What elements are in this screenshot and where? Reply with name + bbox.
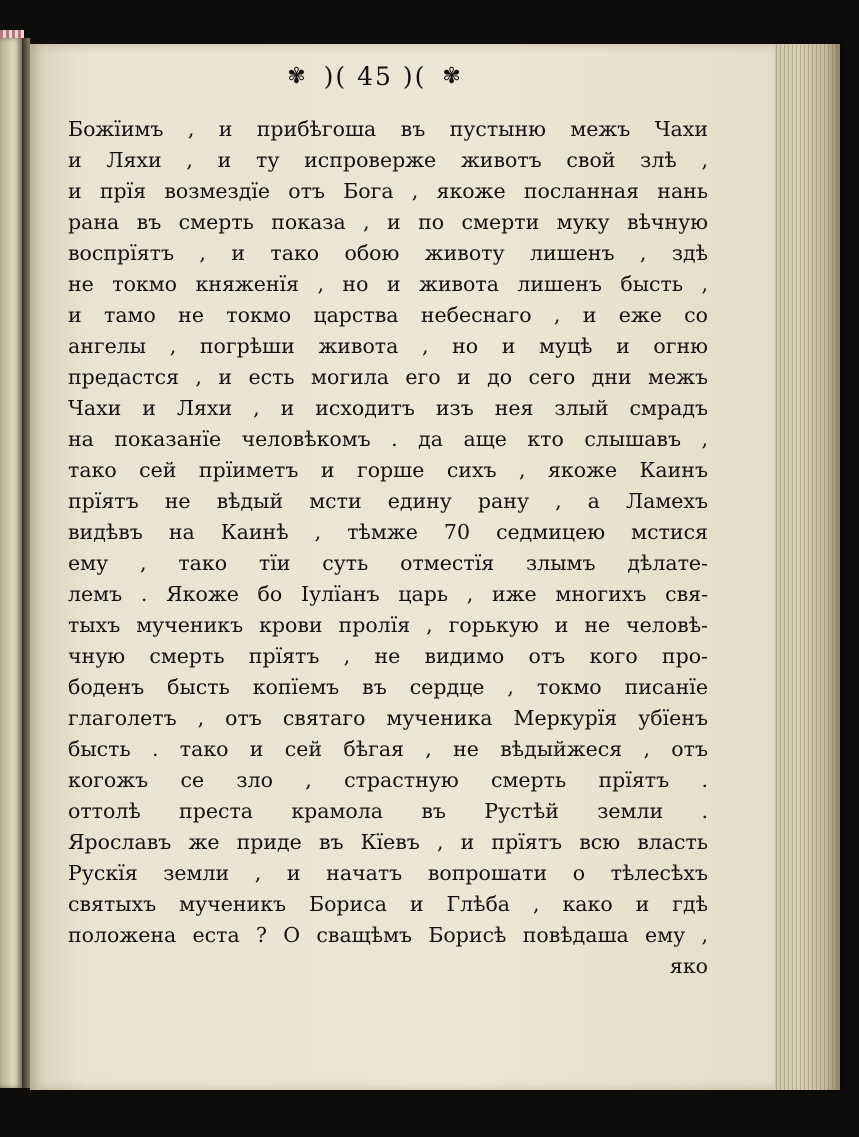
text-line: Чахи и Ляхи , и исходитъ изъ нея злый смрадъ (68, 396, 708, 420)
facing-page-edge (0, 38, 22, 1088)
text-line: тако сей прїиметъ и горше сихъ , якоже Каинъ (68, 458, 708, 482)
body-text (68, 114, 708, 982)
text-line: Рускїя земли , и начатъ вопрошати о тѣлесѣхъ (68, 861, 708, 885)
text-line: и Ляхи , и ту испроверже животъ свой злѣ , (68, 148, 708, 172)
page-number: 45 (357, 62, 393, 91)
page-fore-edge (772, 44, 840, 1090)
text-line: предастся , и есть могила его и до сего дни межъ (68, 365, 708, 389)
text-line: ему , тако тїи суть отместїя злымъ дѣлате- (68, 551, 708, 575)
text-line: видѣвъ на Каинѣ , тѣмже 70 седмицею мстися (68, 520, 708, 544)
text-line: Божїимъ , и прибѣгоша въ пустыню межъ Чахи (68, 117, 708, 141)
book-gutter (22, 38, 30, 1088)
text-line: и тамо не токмо царства небеснаго , и еже со (68, 303, 708, 327)
paren-right: )( (402, 62, 427, 91)
text-line: прїятъ не вѣдый мсти едину рану , а Ламехъ (68, 489, 708, 513)
text-line: бысть . тако и сей бѣгая , не вѣдыйжеся , отъ (68, 737, 708, 761)
text-line: рана въ смерть показа , и по смерти муку вѣчную (68, 210, 708, 234)
text-line: лемъ . Якоже бо Iулїанъ царь , иже многихъ свя- (68, 582, 708, 606)
text-line: когожъ се зло , страстную смерть прїятъ . (68, 768, 708, 792)
catchword: яко (669, 954, 708, 978)
text-line: на показанїе человѣкомъ . да аще кто слышавъ , (68, 427, 708, 451)
text-line: ангелы , погрѣши живота , но и муцѣ и огню (68, 334, 708, 358)
text-line: Ярославъ же приде въ Кїевъ , и прїятъ всю власть (68, 830, 708, 854)
fleuron-left-icon: ✾ (287, 64, 308, 89)
text-line: не токмо княженїя , но и живота лишенъ бысть , (68, 272, 708, 296)
text-line: и прїя возмездїе отъ Бога , якоже посланная нань (68, 179, 708, 203)
text-line: воспрїятъ , и тако обою животу лишенъ , здѣ (68, 241, 708, 265)
fleuron-right-icon: ✾ (442, 64, 463, 89)
text-line: боденъ бысть копїемъ въ сердце , токмо писанїе (68, 675, 708, 699)
text-line: чную смерть прїятъ , не видимо отъ кого про- (68, 644, 708, 668)
text-line: положена еста ? О сващѣмъ Борисѣ повѣдаша ему , (68, 923, 708, 947)
text-line: глаголетъ , отъ святаго мученика Меркурїя убїенъ (68, 706, 708, 730)
page-header (30, 60, 720, 94)
paren-left: )( (323, 62, 348, 91)
text-line: святыхъ мученикъ Бориса и Глѣба , како и гдѣ (68, 892, 708, 916)
text-line: оттолѣ преста крамола въ Рустѣй земли . (68, 799, 708, 823)
text-line: тыхъ мученикъ крови пролїя , горькую и не человѣ- (68, 613, 708, 637)
book-page (30, 44, 775, 1090)
